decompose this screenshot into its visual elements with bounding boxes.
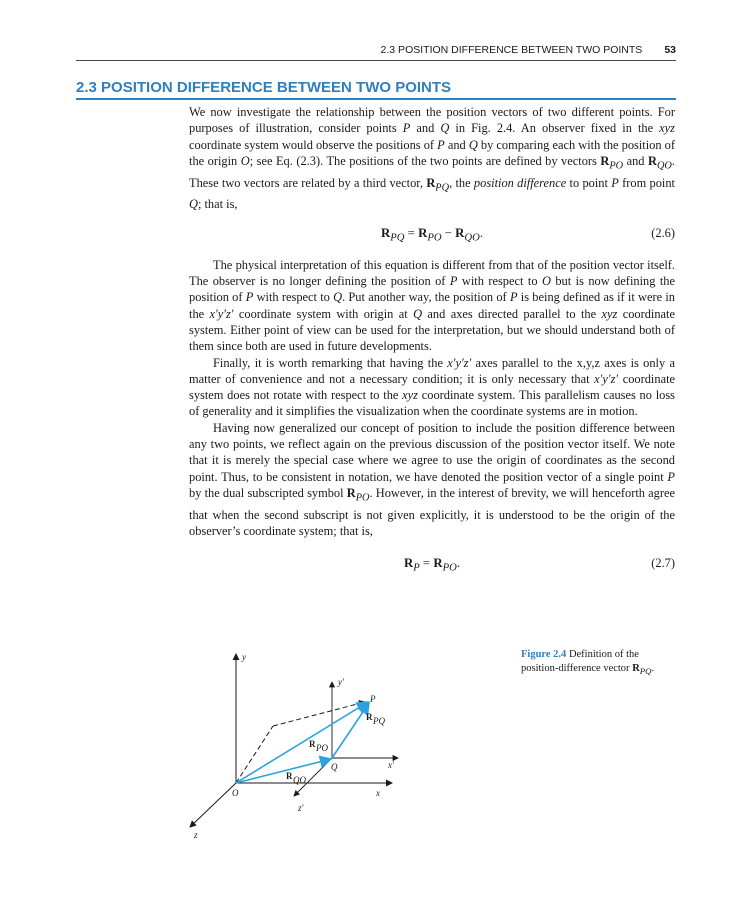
caption-symbol-sub: PQ bbox=[639, 666, 652, 677]
paragraph-3: Finally, it is worth remarking that having the x′y′z′ axes parallel to the x,y,z axes is only a matter of convenience and not a necessary condition; it is only necessary that x′y′z′ coordinate system does not rotate with respect to the xyz coordinate system. This parallelism causes no loss of generality and it simplifies the visualization when the coordinate systems are in motion. bbox=[189, 355, 676, 419]
running-head-title: 2.3 POSITION DIFFERENCE BETWEEN TWO POINTS bbox=[380, 44, 643, 56]
caption-figure-number: Figure 2.4 bbox=[521, 649, 567, 660]
caption-symbol: R bbox=[632, 663, 640, 674]
paragraph-2: The physical interpretation of this equation is different from that of the position vector itself. The observer is no longer defining the position of P with respect to O but is now defining the position of P with respect to Q. Put another way, the position of P is being defined as if it were in the x′y′z′ coordinate system with origin at Q and axes directed parallel to the xyz coordinate system. Either point of view can be used for the interpretation, but we should understand both of them since both are used in future developments. bbox=[189, 257, 675, 354]
label-rpo-sub: PO bbox=[316, 743, 328, 753]
equation-expression: $R_P = R_{PO}$. bbox=[403, 556, 461, 574]
section-heading: 2.3 POSITION DIFFERENCE BETWEEN TWO POINTS bbox=[76, 79, 452, 96]
paragraph-4: Having now generalized our concept of position to include the position difference between any two points, we reflect again on the previous discussion of the position vector itself. We note that it is merely the special case where we agree to use the origin of coordinates as the second point. Thus, to be consistent in notation, we have denoted the position vector of a single point P by the dual subscripted symbol $R_{PO}$. However, in the interest of brevity, we will henceforth agree that when the second subscript is not given explicitly, it is understood to be the origin of the observer’s coordinate system; that is, bbox=[189, 420, 675, 538]
figure-diagram bbox=[170, 640, 430, 860]
figure-2-4 bbox=[170, 640, 430, 860]
label-rqo-sub: QO bbox=[293, 775, 306, 785]
label-origin-o: O bbox=[232, 788, 239, 798]
equation-expression: $R_{PQ} = R_{PO} - R_{QO}$. bbox=[380, 225, 484, 244]
figure-caption: Figure 2.4 Definition of the position-difference vector $R_{PQ}$. bbox=[521, 649, 655, 677]
equation-2-7 bbox=[189, 555, 675, 573]
label-point-p: P bbox=[370, 694, 376, 704]
equation-number: (2.7) bbox=[651, 556, 675, 571]
label-rqo: R bbox=[286, 771, 293, 781]
z-axis bbox=[190, 783, 236, 827]
section-heading-rule bbox=[76, 98, 676, 100]
label-y: y bbox=[242, 652, 246, 662]
header-rule bbox=[76, 60, 676, 61]
vector-rpq bbox=[332, 703, 369, 758]
label-rpq: R bbox=[366, 712, 373, 722]
running-head bbox=[76, 44, 676, 56]
label-y-prime: y' bbox=[338, 677, 344, 687]
label-rpq-sub: PQ bbox=[373, 716, 385, 726]
caption-text: Definition of the position-difference vector bbox=[521, 649, 639, 674]
label-x-prime: x' bbox=[388, 760, 394, 770]
label-rpo: R bbox=[309, 739, 316, 749]
vector-rqo bbox=[236, 759, 331, 783]
label-point-q: Q bbox=[331, 762, 338, 772]
paragraph-1: We now investigate the relationship between the position vectors of two different points. For purposes of illustration, consider points P and Q in Fig. 2.4. An observer fixed in the xyz coordinate system would observe the positions of P and Q by comparing each with the position of the origin O; see Eq. (2.3). The positions of the two points are defined by vectors $R_{PO}$ and $R_{QO}$. These two vectors are related by a third vector, $R_{PQ}$, the position difference to point P from point Q; that is, bbox=[189, 105, 675, 212]
dashed-guide-top bbox=[273, 702, 365, 726]
vector-rpo bbox=[236, 702, 368, 783]
label-z-prime: z' bbox=[298, 803, 304, 813]
page-number: 53 bbox=[664, 44, 676, 56]
body-text bbox=[189, 104, 675, 573]
label-x: x bbox=[376, 788, 380, 798]
equation-number: (2.6) bbox=[651, 225, 675, 240]
label-z: z bbox=[194, 830, 198, 840]
equation-2-6 bbox=[189, 225, 675, 243]
